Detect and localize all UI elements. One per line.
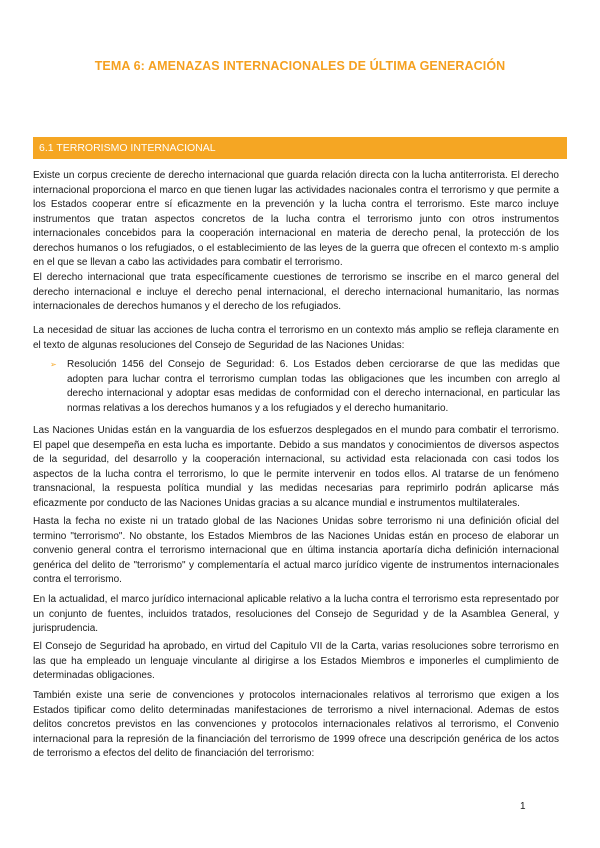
page-number: 1 bbox=[520, 801, 526, 812]
paragraph: También existe una serie de convenciones y protocolos internacionales relativos al terrorismo que exigen a los Estados tipificar como delito determinadas manifestaciones de terrorismo a nivel internacional. Ademas de estos delitos concretos previstos en las convenciones y protocolos internacionales relativos al terrorismo, el Convenio internacional para la represión de la financiación del terrorismo de 1999 ofrece una descripción genérica de los actos de terrorismo a efectos del delito de financiación del terrorismo: bbox=[33, 690, 559, 759]
document-title: TEMA 6: AMENAZAS INTERNACIONALES DE ÚLTIMA GENERACIÓN bbox=[94, 59, 506, 73]
paragraph: La necesidad de situar las acciones de lucha contra el terrorismo en un contexto más amplio se refleja claramente en el texto de algunas resoluciones del Consejo de Seguridad de las Naciones Unidas: bbox=[33, 325, 559, 351]
paragraph: Hasta la fecha no existe ni un tratado global de las Naciones Unidas sobre terrorismo ni una definición oficial del termino "terrorismo". No obstante, los Estados Miembros de las Naciones Unidas están en proceso de elaborar un convenio general contra el terrorismo internacional que en última instancia aportaría dicha definición internacional genérica del delito de "terrorismo" y complementaría el actual marco jurídico vigente de instrumentos internacionales contra el terrorismo. bbox=[33, 516, 559, 585]
bullet-item bbox=[50, 358, 560, 416]
section-heading: 6.1 TERRORISMO INTERNACIONAL bbox=[39, 142, 216, 154]
arrow-bullet-icon: ➢ bbox=[50, 360, 57, 369]
paragraph: El Consejo de Seguridad ha aprobado, en virtud del Capitulo VII de la Carta, varias resoluciones sobre terrorismo en las que ha empleado un lenguaje vinculante al dirigirse a los Estados Miembros e imponerles el cumplimiento de determinadas obligaciones. bbox=[33, 641, 559, 681]
paragraph: En la actualidad, el marco jurídico internacional aplicable relativo a la lucha contra el terrorismo esta representado por un conjunto de fuentes, incluidos tratados, resoluciones del Consejo de Seguridad y de la Asamblea General, y jurisprudencia. bbox=[33, 594, 559, 634]
bullet-text: Resolución 1456 del Consejo de Seguridad: 6. Los Estados deben cerciorarse de que las medidas que adopten para luchar contra el terrorismo cumplan todas las obligaciones que les incumben con arreglo al derecho internacional y adoptar esas medidas de conformidad con el derecho internacional, en particular las normas relativas a los derechos humanos y a los refugiados y el derecho humanitario. bbox=[67, 359, 560, 414]
paragraph: El derecho internacional que trata específicamente cuestiones de terrorismo se inscribe en el marco general del derecho internacional e incluye el derecho penal internacional, el derecho internacional humanitario, las normas internacionales de derechos humanos y el derecho de los refugiados. bbox=[33, 272, 559, 312]
section-heading-bar bbox=[33, 137, 567, 159]
paragraph: Existe un corpus creciente de derecho internacional que guarda relación directa con la lucha antiterrorista. El derecho internacional proporciona el marco en que tienen lugar las actividades nacionales contra el terrorismo y que permite a los Estados cooperar entre sí eficazmente en la prevención y la lucha contra el terrorismo. Este marco incluye instrumentos que tratan aspectos concretos de la lucha contra el terrorismo junto con otros instrumentos internacionales concebidos para la cooperación internacional en materia de derecho penal, la protección de los derechos humanos o los refugiados, o el establecimiento de las leyes de la guerra que ofrecen el contexto m·s amplio en el que se llevan a cabo las actividades para combatir el terrorismo. bbox=[33, 170, 559, 268]
paragraph: Las Naciones Unidas están en la vanguardia de los esfuerzos desplegados en el mundo para combatir el terrorismo. El papel que desempeña en esta lucha es importante. Debido a sus mandatos y conocimientos de diversos aspectos de la seguridad, del desarrollo y la cooperación internacional, su actividad esta relacionada con casi todos los aspectos de la lucha contra el terrorismo, lo que le permite intervenir en todos ellos. Al tratarse de un fenómeno transnacional, la respuesta política mundial y las medidas necesarias para reprimirlo podrán aplicarse más eficazmente por conducto de las Naciones Unidas gracias a su alcance mundial e instrumentos multilaterales. bbox=[33, 425, 559, 509]
